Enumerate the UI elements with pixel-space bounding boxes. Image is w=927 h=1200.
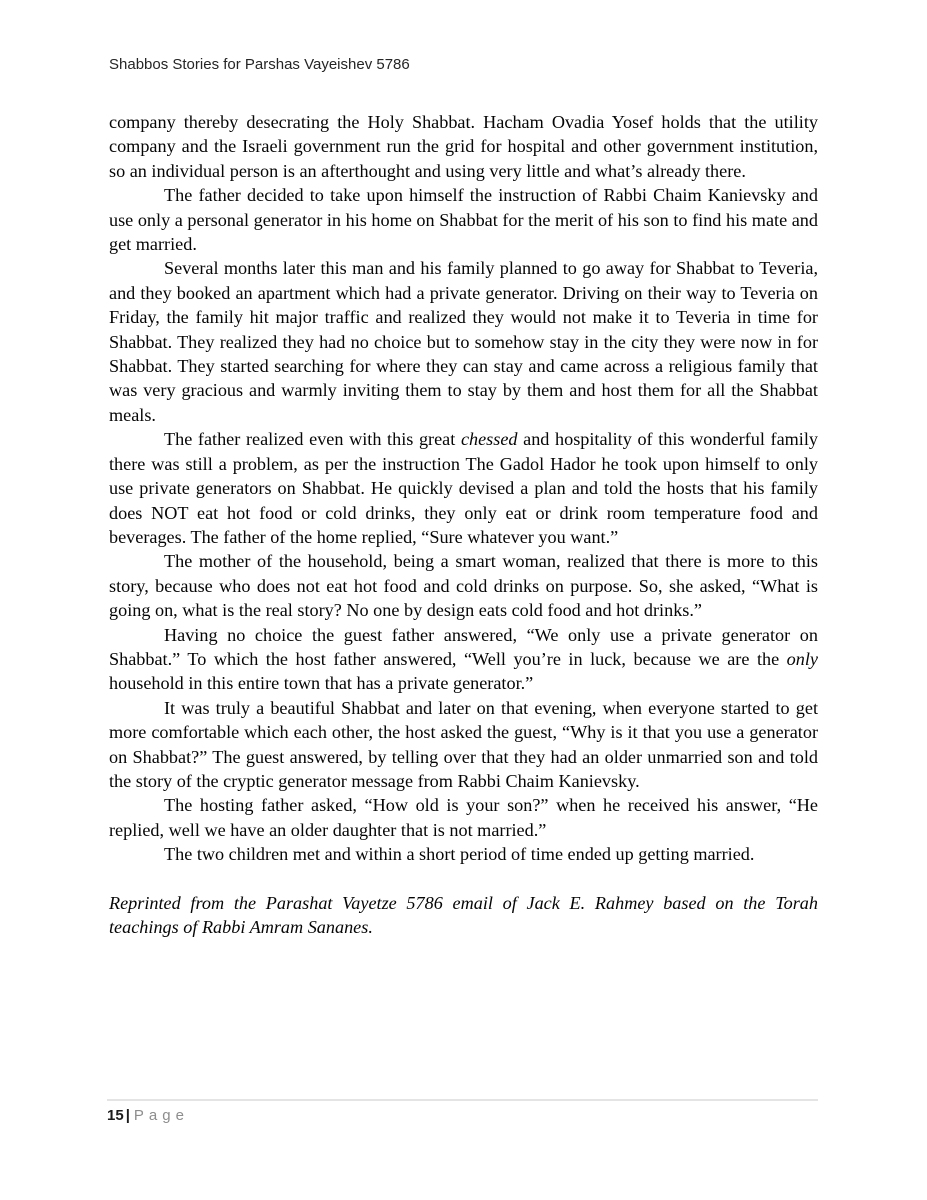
reprint-credit-paragraph — [109, 891, 818, 940]
text-run: The two children met and within a short period of time ended up getting married. — [164, 844, 755, 865]
body-paragraph — [109, 427, 818, 549]
page-footer — [107, 1099, 818, 1124]
text-run: The father realized even with this great — [164, 429, 461, 450]
text-run: The hosting father asked, “How old is your son?” when he received his answer, “He replied, well we have an older daughter that is not married.” — [109, 795, 818, 840]
text-run: and hospitality of this wonderful family there was still a problem, as per the instruction The Gadol Hador he took upon himself to only use private generators on Shabbat. He quickly devised a plan and told the hosts that his family does NOT eat hot food or cold drinks, they only eat or drink room temperature food and beverages. The father of the home replied, “Sure whatever you want.” — [109, 429, 818, 547]
text-run: household in this entire town that has a private generator.” — [109, 673, 534, 694]
body-paragraph — [109, 623, 818, 696]
page-label: Page — [133, 1107, 189, 1124]
body-paragraph — [109, 696, 818, 794]
body-paragraph — [109, 110, 818, 183]
body-paragraph — [109, 842, 818, 866]
body-paragraph — [109, 256, 818, 427]
page-number: 15 — [107, 1107, 124, 1124]
body-paragraph — [109, 183, 818, 256]
document-body — [109, 110, 818, 940]
text-run: The father decided to take upon himself the instruction of Rabbi Chaim Kanievsky and use only a personal generator in his home on Shabbat for the merit of his son to find his mate and get married. — [109, 185, 818, 255]
text-run: Having no choice the guest father answered, “We only use a private generator on Shabbat.” To which the host father answered, “Well you’re in luck, because we are the — [109, 624, 818, 669]
footer-separator: | — [125, 1107, 130, 1124]
body-paragraph — [109, 793, 818, 842]
text-run: Several months later this man and his family planned to go away for Shabbat to Teveria, and they booked an apartment which had a private generator. Driving on their way to Teveria on Friday, the family hit major traffic and realized they would not make it to Teveria in time for Shabbat. They realized they had no choice but to somehow stay in the city they were now in for Shabbat. They started searching for where they can stay and came across a religious family that was very gracious and warmly inviting them to stay by them and host them for all the Shabbat meals. — [109, 258, 818, 425]
italic-text-run: only — [786, 648, 818, 669]
text-run: company thereby desecrating the Holy Shabbat. Hacham Ovadia Yosef holds that the utility company and the Israeli government run the grid for hospital and other government institution, so an individual person is an afterthought and using very little and what’s already there. — [109, 112, 818, 181]
text-run: The mother of the household, being a smart woman, realized that there is more to this story, because who does not eat hot food and cold drinks on purpose. So, she asked, “What is going on, what is the real story? No one by design eats cold food and hot drinks.” — [109, 551, 818, 621]
italic-text-run: chessed — [460, 429, 518, 450]
text-run: It was truly a beautiful Shabbat and later on that evening, when everyone started to get more comfortable which each other, the host asked the guest, “Why is it that you use a generator on Shabbat?” The guest answered, by telling over that they had an older unmarried son and told the story of the cryptic generator message from Rabbi Chaim Kanievsky. — [109, 697, 818, 791]
body-paragraph — [109, 549, 818, 622]
page-header: Shabbos Stories for Parshas Vayeishev 5786 — [109, 56, 410, 73]
italic-text-run: Reprinted from the Parashat Vayetze 5786 email of Jack E. Rahmey based on the Torah teachings of Rabbi Amram Sananes. — [109, 892, 818, 938]
